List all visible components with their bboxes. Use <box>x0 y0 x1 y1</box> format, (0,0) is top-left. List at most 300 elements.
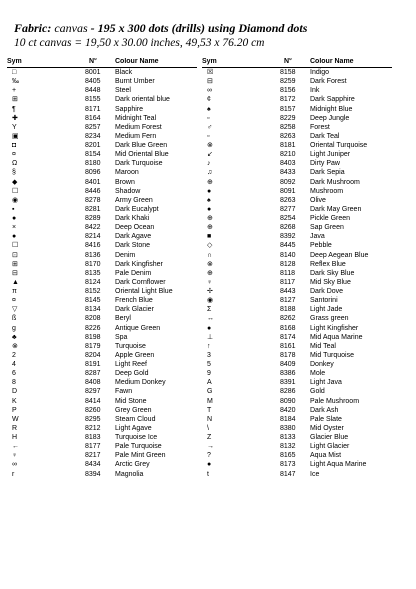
table-row <box>202 232 392 241</box>
row-symbol: A <box>207 379 212 387</box>
row-number: 8277 <box>280 205 296 213</box>
header-sym: Sym <box>7 58 22 65</box>
row-colour-name: Arctic Grey <box>115 461 150 469</box>
row-symbol: □ <box>12 69 17 76</box>
row-number: 8181 <box>280 142 296 149</box>
table-row <box>202 378 392 387</box>
table-header <box>202 58 392 67</box>
row-number: 8157 <box>280 105 296 113</box>
table-row <box>202 168 392 177</box>
table-row <box>202 132 392 141</box>
table-row <box>202 351 392 360</box>
row-symbol: 8 <box>12 379 16 387</box>
table-row <box>202 406 392 415</box>
table-row <box>202 123 392 132</box>
row-colour-name: Reflex Blue <box>310 260 346 268</box>
row-colour-name: Medium Donkey <box>115 379 166 387</box>
row-symbol: ♀ <box>12 452 18 460</box>
row-colour-name: Mid Stone <box>115 397 147 405</box>
row-symbol: ∩ <box>207 251 213 259</box>
row-symbol: P <box>12 406 17 414</box>
row-colour-name: Antique Green <box>115 324 161 332</box>
row-symbol: ♪ <box>207 160 211 168</box>
row-number: 8262 <box>280 315 296 323</box>
row-symbol: \ <box>207 424 209 432</box>
table-row <box>202 433 392 442</box>
row-colour-name: Dark Sepia <box>310 169 345 177</box>
row-number: 8173 <box>280 461 296 469</box>
row-colour-name: Dark Mushroom <box>310 178 360 186</box>
row-colour-name: Light Juniper <box>310 151 351 159</box>
row-symbol: ◆ <box>12 178 18 186</box>
row-number: 8140 <box>280 251 296 259</box>
row-number: 8096 <box>85 169 101 177</box>
row-symbol: ß <box>12 315 17 323</box>
row-symbol: 2 <box>12 351 16 359</box>
row-colour-name: Mid Oyster <box>310 424 344 432</box>
row-colour-name: Pale Mint Green <box>115 452 166 460</box>
row-colour-name: Dirty Paw <box>310 160 340 168</box>
table-row <box>7 132 197 141</box>
table-row <box>202 397 392 406</box>
row-symbol: ● <box>207 324 212 332</box>
table-row <box>202 269 392 278</box>
row-symbol: → <box>207 443 214 451</box>
row-colour-name: Magnolia <box>115 470 144 478</box>
row-symbol: ● <box>207 205 212 213</box>
row-symbol: ▫ <box>207 114 210 122</box>
table-row <box>202 360 392 369</box>
row-symbol: § <box>12 169 16 177</box>
row-number: 8177 <box>85 443 101 451</box>
row-symbol: 3 <box>207 351 211 359</box>
row-symbol: Y <box>12 123 17 131</box>
row-symbol: ? <box>207 452 211 460</box>
row-number: 8268 <box>280 224 296 232</box>
row-number: 8258 <box>280 123 296 131</box>
colour-table-right <box>202 58 392 479</box>
row-number: 8263 <box>280 132 296 140</box>
row-colour-name: Deep Ocean <box>115 224 155 232</box>
row-number: 8254 <box>280 215 296 222</box>
row-symbol: Σ <box>207 306 212 314</box>
row-colour-name: Santorini <box>310 297 338 305</box>
row-symbol: ☒ <box>207 69 214 76</box>
row-colour-name: Black <box>115 69 133 76</box>
header-colour-name: Colour Name <box>115 58 159 65</box>
row-symbol: ■ <box>207 233 212 241</box>
row-number: 8443 <box>280 288 296 295</box>
row-number: 8127 <box>280 297 296 305</box>
row-symbol: ● <box>207 461 212 469</box>
row-symbol: N <box>207 415 213 423</box>
row-colour-name: Dark Ash <box>310 406 339 414</box>
table-row <box>7 360 197 369</box>
table-rows <box>202 68 392 479</box>
table-row <box>202 68 392 77</box>
row-colour-name: Glacier Blue <box>310 434 349 441</box>
row-number: 8179 <box>85 342 101 350</box>
row-colour-name: Ink <box>310 87 320 95</box>
row-colour-name: Pebble <box>310 242 332 250</box>
row-number: 8136 <box>85 251 101 259</box>
row-symbol: ▲ <box>12 278 19 286</box>
table-row <box>7 442 197 451</box>
row-colour-name: Forest <box>310 123 330 131</box>
table-row <box>7 433 197 442</box>
row-symbol: ⊡ <box>12 251 18 259</box>
row-colour-name: Indigo <box>310 69 330 76</box>
row-number: 8394 <box>85 470 101 478</box>
row-number: 8414 <box>85 397 101 405</box>
row-colour-name: Light Jade <box>310 306 343 314</box>
row-number: 8281 <box>85 205 101 213</box>
row-symbol: D <box>12 388 18 396</box>
table-row <box>7 223 197 232</box>
row-number: 8198 <box>85 333 101 341</box>
row-colour-name: Mushroom <box>310 187 344 195</box>
table-row <box>7 150 197 159</box>
table-row <box>7 287 197 296</box>
row-number: 8380 <box>280 424 296 432</box>
row-symbol: ☐ <box>12 187 19 195</box>
row-symbol: Ω <box>12 160 18 168</box>
row-symbol: g <box>12 324 16 332</box>
table-row <box>202 460 392 469</box>
row-colour-name: French Blue <box>115 297 153 305</box>
table-row <box>202 86 392 95</box>
row-colour-name: Dark Eucalypt <box>115 205 159 213</box>
row-number: 8434 <box>85 461 101 469</box>
row-colour-name: Mid Oriental Blue <box>115 151 169 159</box>
row-number: 8392 <box>280 233 296 241</box>
row-symbol: ⊟ <box>207 78 213 86</box>
row-number: 8001 <box>85 69 101 76</box>
row-symbol: M <box>207 397 213 405</box>
header-number: N° <box>284 58 292 65</box>
row-colour-name: Mole <box>310 370 326 378</box>
row-colour-name: Dark Kingfisher <box>115 260 163 268</box>
row-symbol: ♫ <box>207 169 213 177</box>
table-row <box>7 187 197 196</box>
canvas-size: 10 ct canvas = 19,50 x 30.00 inches, 49,53 x 76.20 cm <box>14 37 265 49</box>
row-colour-name: Mid Aqua Marine <box>310 333 363 341</box>
row-colour-name: Sapphire <box>115 105 144 113</box>
row-colour-name: Oriental Light Blue <box>115 288 173 295</box>
table-row <box>202 251 392 260</box>
table-row <box>7 451 197 460</box>
table-row <box>7 141 197 150</box>
row-colour-name: Brown <box>115 178 135 186</box>
table-rows <box>7 68 197 479</box>
row-colour-name: Deep Jungle <box>310 114 350 122</box>
row-number: 8165 <box>280 452 296 460</box>
row-number: 8263 <box>280 196 296 204</box>
table-row <box>7 114 197 123</box>
row-colour-name: Burnt Umber <box>115 78 155 86</box>
row-colour-name: Beryl <box>115 315 131 323</box>
row-number: 8174 <box>280 333 296 341</box>
row-number: 8090 <box>280 397 296 405</box>
row-number: 8124 <box>85 278 101 286</box>
row-symbol: 9 <box>207 370 211 378</box>
table-row <box>7 105 197 114</box>
row-symbol: K <box>12 397 17 405</box>
row-symbol: ⊗ <box>207 260 213 268</box>
row-number: 8092 <box>280 178 296 186</box>
row-colour-name: Turquoise Ice <box>115 434 158 441</box>
table-row <box>202 241 392 250</box>
table-row <box>7 214 197 223</box>
table-row <box>7 424 197 433</box>
row-colour-name: Olive <box>310 196 326 204</box>
row-symbol: ♠ <box>207 105 211 113</box>
table-row <box>202 442 392 451</box>
row-colour-name: Deep Gold <box>115 370 149 378</box>
table-row <box>202 205 392 214</box>
row-colour-name: Fawn <box>115 388 133 396</box>
table-row <box>7 369 197 378</box>
row-symbol: H <box>12 434 18 441</box>
row-number: 8278 <box>85 196 101 204</box>
row-colour-name: Shadow <box>115 187 141 195</box>
row-symbol: 5 <box>207 361 211 368</box>
row-number: 8117 <box>280 278 296 286</box>
table-row <box>7 269 197 278</box>
table-row <box>7 470 197 479</box>
row-colour-name: Medium Forest <box>115 123 162 131</box>
row-number: 8403 <box>280 160 296 168</box>
row-number: 8201 <box>85 142 101 149</box>
row-symbol: × <box>12 224 17 232</box>
row-symbol: ✚ <box>12 114 18 122</box>
row-number: 8147 <box>280 470 296 478</box>
row-number: 8297 <box>85 388 101 396</box>
row-number: 8226 <box>85 324 101 332</box>
row-symbol: ● <box>12 215 17 222</box>
table-row <box>202 214 392 223</box>
row-number: 8408 <box>85 379 101 387</box>
row-symbol: ↑ <box>207 342 211 350</box>
row-symbol: ⊗ <box>12 342 18 350</box>
table-row <box>7 406 197 415</box>
row-number: 8445 <box>280 242 296 250</box>
row-symbol: ⊞ <box>12 260 18 268</box>
header-number: N° <box>89 58 97 65</box>
table-row <box>7 196 197 205</box>
row-number: 8217 <box>85 452 101 460</box>
table-row <box>202 333 392 342</box>
row-symbol: ☐ <box>12 242 19 250</box>
table-row <box>202 424 392 433</box>
row-symbol: ▫ <box>207 132 210 140</box>
row-colour-name: Oriental Turquoise <box>310 142 368 149</box>
row-symbol: ▣ <box>12 132 19 140</box>
row-colour-name: Steam Cloud <box>115 415 156 423</box>
row-colour-name: Light Agave <box>115 424 152 432</box>
table-row <box>202 159 392 168</box>
row-number: 8091 <box>280 187 296 195</box>
row-colour-name: Mid Sky Blue <box>310 278 351 286</box>
row-symbol: π <box>12 288 17 295</box>
row-number: 8132 <box>280 443 296 451</box>
row-number: 8446 <box>85 187 101 195</box>
table-row <box>202 223 392 232</box>
table-row <box>7 324 197 333</box>
row-number: 8172 <box>280 96 296 104</box>
table-row <box>202 324 392 333</box>
row-number: 8416 <box>85 242 101 250</box>
row-number: 8229 <box>280 114 296 122</box>
row-symbol: ⊕ <box>207 224 213 232</box>
row-colour-name: Midnight Teal <box>115 114 157 122</box>
table-row <box>202 415 392 424</box>
table-row <box>7 178 197 187</box>
table-row <box>7 296 197 305</box>
table-row <box>7 260 197 269</box>
table-row <box>202 305 392 314</box>
row-symbol: ◉ <box>207 297 214 305</box>
row-colour-name: Pickle Green <box>310 215 351 222</box>
table-row <box>7 205 197 214</box>
table-row <box>7 387 197 396</box>
row-colour-name: Dark Sapphire <box>310 96 355 104</box>
row-symbol: ∞ <box>12 461 17 469</box>
row-symbol: ↙ <box>207 151 213 159</box>
table-row <box>7 68 197 77</box>
row-symbol: ⊕ <box>207 269 213 277</box>
table-row <box>202 105 392 114</box>
row-number: 8433 <box>280 169 296 177</box>
row-symbol: ∞ <box>207 87 212 95</box>
row-symbol: ♠ <box>207 196 211 204</box>
row-colour-name: Ice <box>310 470 320 478</box>
row-number: 8180 <box>85 160 101 168</box>
row-colour-name: Pale Denim <box>115 269 152 277</box>
row-number: 8422 <box>85 224 101 232</box>
row-colour-name: Java <box>310 233 325 241</box>
row-symbol: ◇ <box>207 242 213 250</box>
table-row <box>202 196 392 205</box>
row-number: 8214 <box>85 233 101 241</box>
row-number: 8286 <box>280 388 296 396</box>
row-symbol: + <box>12 87 17 95</box>
row-colour-name: Dark Forest <box>310 78 347 86</box>
row-colour-name: Dark Glacier <box>115 306 154 314</box>
table-row <box>7 159 197 168</box>
row-colour-name: Light Aqua Marine <box>310 461 367 469</box>
row-symbol: W <box>12 415 19 423</box>
row-symbol: ¤ <box>12 151 16 159</box>
table-row <box>7 123 197 132</box>
row-colour-name: Grey Green <box>115 406 152 414</box>
header-colour-name: Colour Name <box>310 58 354 65</box>
table-row <box>7 460 197 469</box>
table-row <box>7 314 197 323</box>
row-symbol: ‰ <box>12 78 19 86</box>
table-row <box>202 287 392 296</box>
row-number: 8164 <box>85 114 101 122</box>
row-symbol: R <box>12 424 18 432</box>
table-row <box>202 141 392 150</box>
row-number: 8155 <box>85 96 101 104</box>
row-symbol: ♂ <box>207 123 213 131</box>
row-symbol: ⊕ <box>207 215 213 222</box>
row-colour-name: Mid Teal <box>310 342 336 350</box>
row-symbol: ▽ <box>12 306 18 314</box>
table-row <box>202 150 392 159</box>
row-symbol: ¶ <box>12 105 16 113</box>
table-row <box>202 278 392 287</box>
row-colour-name: Donkey <box>310 361 334 368</box>
row-number: 8183 <box>85 434 101 441</box>
row-colour-name: Dark Sky Blue <box>310 269 355 277</box>
row-number: 8156 <box>280 87 296 95</box>
row-number: 8295 <box>85 415 101 423</box>
row-symbol: ↔ <box>207 315 214 323</box>
row-number: 8210 <box>280 151 296 159</box>
table-row <box>7 232 197 241</box>
row-number: 8409 <box>280 361 296 368</box>
row-number: 8204 <box>85 351 101 359</box>
row-number: 8448 <box>85 87 101 95</box>
row-number: 8170 <box>85 260 101 268</box>
row-colour-name: Light Reef <box>115 361 147 368</box>
row-symbol: r <box>12 470 15 478</box>
row-colour-name: Turquoise <box>115 342 146 350</box>
row-number: 8171 <box>85 105 101 113</box>
row-symbol: ● <box>12 233 17 241</box>
row-number: 8188 <box>280 306 296 314</box>
row-colour-name: Dark Cornflower <box>115 278 166 286</box>
table-row <box>202 387 392 396</box>
row-colour-name: Dark Teal <box>310 132 340 140</box>
table-row <box>7 342 197 351</box>
row-number: 8287 <box>85 370 101 378</box>
table-row <box>7 86 197 95</box>
table-row <box>7 241 197 250</box>
row-colour-name: Spa <box>115 333 128 341</box>
row-colour-name: Mid Turquoise <box>310 351 354 359</box>
row-colour-name: Dark Dove <box>310 288 344 295</box>
colour-table-left <box>7 58 197 479</box>
row-colour-name: Dark Khaki <box>115 215 150 222</box>
row-colour-name: Light Java <box>310 379 342 387</box>
table-row <box>202 342 392 351</box>
row-symbol: ● <box>207 187 212 195</box>
table-row <box>202 451 392 460</box>
row-symbol: 4 <box>12 361 16 368</box>
row-colour-name: Deep Aegean Blue <box>310 251 369 259</box>
row-symbol: ⊞ <box>12 96 18 104</box>
row-number: 8178 <box>280 351 296 359</box>
table-row <box>7 251 197 260</box>
table-row <box>7 278 197 287</box>
row-colour-name: Army Green <box>115 196 153 204</box>
row-number: 8134 <box>85 306 101 314</box>
row-colour-name: Midnight Blue <box>310 105 353 113</box>
row-symbol: ✢ <box>207 288 213 295</box>
row-colour-name: Light Glacier <box>310 443 350 451</box>
table-row <box>202 369 392 378</box>
row-colour-name: Gold <box>310 388 325 396</box>
row-number: 8259 <box>280 78 296 86</box>
row-number: 8234 <box>85 132 101 140</box>
row-number: 8168 <box>280 324 296 332</box>
table-row <box>202 260 392 269</box>
row-number: 8401 <box>85 178 101 186</box>
table-row <box>202 114 392 123</box>
